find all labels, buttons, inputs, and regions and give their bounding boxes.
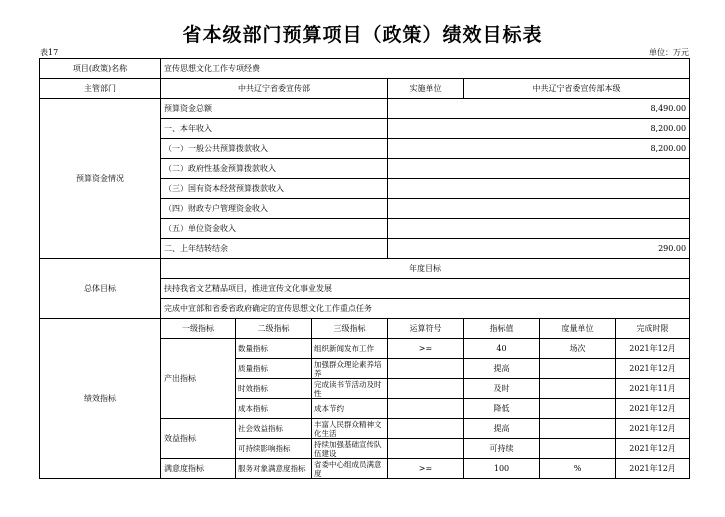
perf-level2: 时效指标	[236, 379, 312, 399]
perf-deadline: 2021年12月	[616, 359, 690, 379]
project-row	[40, 59, 690, 79]
funds-item-value: 8,490.00	[388, 99, 690, 119]
perf-deadline: 2021年12月	[616, 339, 690, 359]
perf-value: 提高	[464, 419, 540, 439]
perf-level2: 社会效益指标	[236, 419, 312, 439]
perf-value: 40	[464, 339, 540, 359]
project-name: 宣传思想文化工作专项经费	[161, 59, 690, 79]
funds-item-value	[388, 219, 690, 239]
perf-header-cell: 指标值	[464, 319, 540, 339]
perf-level1: 产出指标	[161, 339, 236, 419]
perf-level2: 数量指标	[236, 339, 312, 359]
perf-deadline: 2021年12月	[616, 439, 690, 459]
funds-item-label: （四）财政专户管理资金收入	[161, 199, 388, 219]
funds-item-value	[388, 199, 690, 219]
perf-value: 可持续	[464, 439, 540, 459]
funds-item-value	[388, 179, 690, 199]
funds-item-label: 预算资金总额	[161, 99, 388, 119]
funds-item-label: 二、上年结转结余	[161, 239, 388, 259]
funds-row	[40, 99, 690, 119]
department-row	[40, 79, 690, 99]
funds-item-label: （一）一般公共预算拨款收入	[161, 139, 388, 159]
perf-level2: 服务对象满意度指标	[236, 459, 312, 479]
perf-unit: %	[540, 459, 616, 479]
perf-level3: 持续加强基础宣传队伍建设	[312, 439, 388, 459]
perf-level3: 组织新闻发布工作	[312, 339, 388, 359]
funds-item-label: （三）国有资本经营预算拨款收入	[161, 179, 388, 199]
project-label: 项目(政策)名称	[40, 59, 161, 79]
perf-operator	[388, 419, 464, 439]
unit-label: 单位：万元	[649, 48, 689, 57]
funds-item-label: 一、本年收入	[161, 119, 388, 139]
table-number: 表17	[40, 48, 59, 57]
perf-unit	[540, 359, 616, 379]
perf-header-cell: 三级指标	[312, 319, 388, 339]
page-title: 省本级部门预算项目（政策）绩效目标表	[182, 24, 543, 46]
perf-header-cell: 运算符号	[388, 319, 464, 339]
perf-header-cell: 二级指标	[236, 319, 312, 339]
perf-level3: 丰富人民群众精神文化生活	[312, 419, 388, 439]
perf-header-cell: 度量单位	[540, 319, 616, 339]
perf-operator	[388, 359, 464, 379]
goal-text: 完成中宣部和省委省政府确定的宣传思想文化工作重点任务	[161, 299, 690, 319]
dept-name: 中共辽宁省委宣传部	[161, 79, 388, 99]
funds-item-value: 290.00	[388, 239, 690, 259]
perf-unit	[540, 419, 616, 439]
performance-goal-table	[39, 58, 690, 479]
perf-label: 绩效指标	[40, 319, 161, 479]
perf-operator: >=	[388, 339, 464, 359]
goal-label: 总体目标	[40, 259, 161, 319]
perf-header-cell: 完成时限	[616, 319, 690, 339]
perf-operator	[388, 399, 464, 419]
perf-level1: 满意度指标	[161, 459, 236, 479]
funds-label: 预算资金情况	[40, 99, 161, 259]
perf-unit	[540, 439, 616, 459]
impl-name: 中共辽宁省委宣传部本级	[464, 79, 690, 99]
perf-level3: 完成读书节活动及时性	[312, 379, 388, 399]
perf-level2: 成本指标	[236, 399, 312, 419]
perf-level2: 质量指标	[236, 359, 312, 379]
perf-operator	[388, 379, 464, 399]
perf-unit	[540, 399, 616, 419]
perf-unit	[540, 379, 616, 399]
goal-text: 扶持我省文艺精品项目，推进宣传文化事业发展	[161, 279, 690, 299]
funds-item-value: 8,200.00	[388, 119, 690, 139]
perf-value: 提高	[464, 359, 540, 379]
goal-header-row	[40, 259, 690, 279]
dept-label: 主管部门	[40, 79, 161, 99]
perf-operator: >=	[388, 459, 464, 479]
year-goal-header: 年度目标	[161, 259, 690, 279]
funds-item-label: （五）单位资金收入	[161, 219, 388, 239]
perf-level3: 成本节约	[312, 399, 388, 419]
perf-level1: 效益指标	[161, 419, 236, 459]
perf-header-cell: 一级指标	[161, 319, 236, 339]
perf-deadline: 2021年11月	[616, 379, 690, 399]
perf-deadline: 2021年12月	[616, 399, 690, 419]
funds-item-value	[388, 159, 690, 179]
funds-item-label: （二）政府性基金预算拨款收入	[161, 159, 388, 179]
impl-label: 实施单位	[388, 79, 464, 99]
perf-level3: 省委中心组成员满意度	[312, 459, 388, 479]
perf-value: 及时	[464, 379, 540, 399]
funds-item-value: 8,200.00	[388, 139, 690, 159]
perf-level3: 加强群众理论素养培养	[312, 359, 388, 379]
perf-deadline: 2021年12月	[616, 459, 690, 479]
perf-operator	[388, 439, 464, 459]
perf-level2: 可持续影响指标	[236, 439, 312, 459]
perf-value: 降低	[464, 399, 540, 419]
perf-value: 100	[464, 459, 540, 479]
perf-unit: 场次	[540, 339, 616, 359]
perf-deadline: 2021年12月	[616, 419, 690, 439]
perf-header-row	[40, 319, 690, 339]
